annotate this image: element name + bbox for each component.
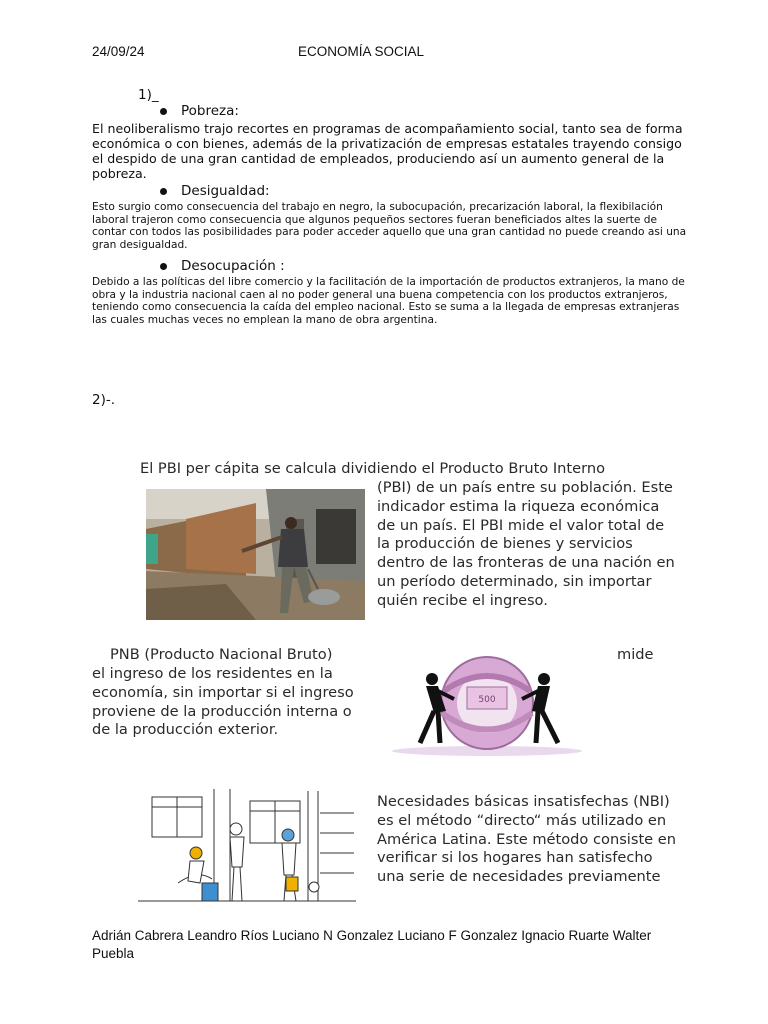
nbi-paragraph: Necesidades básicas insatisfechas (NBI) es el método “directo“ más utilizado en América Latina. Este método consiste en verificar si los hogares han satisfecho una serie de necesidades previamente <box>377 793 677 886</box>
pnb-paragraph: el ingreso de los residentes en la economía, sin importar si el ingreso proviene de la producción interna o de la producción exterior. <box>92 665 354 739</box>
section2-number: 2)-. <box>92 392 116 408</box>
header-date: 24/09/24 <box>92 44 145 59</box>
header-title: ECONOMÍA SOCIAL <box>298 44 425 59</box>
bullet-dot-icon <box>160 188 167 195</box>
bullet-heading: Desigualdad: <box>181 183 270 199</box>
money-globe-illustration <box>382 651 600 756</box>
bullet-heading: Pobreza: <box>181 103 239 119</box>
bullet-desigualdad <box>160 183 270 199</box>
desocupacion-paragraph: Debido a las políticas del libre comercio y la facilitación de la importación de productos extranjeros, la mano de obra y la industria nacional caen al no poder general una buena competencia con los productos extranjeros, teniendo como consecuencia la caída del empleo nacional. Esto se suma a la llegada de empresas extranjeras las cuales muchas veces no emplean la mano de obra argentina. <box>92 276 685 326</box>
pnb-mide: mide <box>617 646 654 663</box>
bullet-heading: Desocupación : <box>181 258 285 274</box>
pbi-first-line: El PBI per cápita se calcula dividiendo el Producto Bruto Interno <box>140 460 606 477</box>
pbi-paragraph: (PBI) de un país entre su población. Este indicador estima la riqueza económica de un país. El PBI mide el valor total de la producción de bienes y servicios dentro de las fronteras de una nación en un período determinado, sin importar quién recibe el ingreso. <box>377 479 675 609</box>
svg-text:500: 500 <box>478 695 496 705</box>
pobreza-paragraph: El neoliberalismo trajo recortes en programas de acompañamiento social, tanto sea de forma económica o con bienes, además de la privatización de empresas estatales trayendo consigo el despido de una gran cantidad de empleados, produciendo así un aumento general de la pobreza. <box>92 121 683 181</box>
pnb-first-line: PNB (Producto Nacional Bruto) <box>110 646 333 663</box>
street-worker-photo <box>146 489 365 620</box>
bullet-dot-icon <box>160 108 167 115</box>
household-drawing <box>138 783 356 910</box>
bullet-pobreza <box>160 103 239 119</box>
bullet-dot-icon <box>160 263 167 270</box>
footer-authors: Adrián Cabrera Leandro Ríos Luciano N Gonzalez Luciano F Gonzalez Ignacio Ruarte Walter Puebla <box>92 928 652 961</box>
section1-number: 1)_ <box>138 87 159 103</box>
desigualdad-paragraph: Esto surgio como consecuencia del trabajo en negro, la subocupación, precarización laboral, la flexibilación laboral trajeron como consecuencia que algunos pequeños sectores fueran beneficiados altes la suerte de contar con todos las posibilidades para poder acceder aquello que una gran cantidad no puede creando asi una gran desigualdad. <box>92 201 687 251</box>
bullet-desocupacion <box>160 258 285 274</box>
